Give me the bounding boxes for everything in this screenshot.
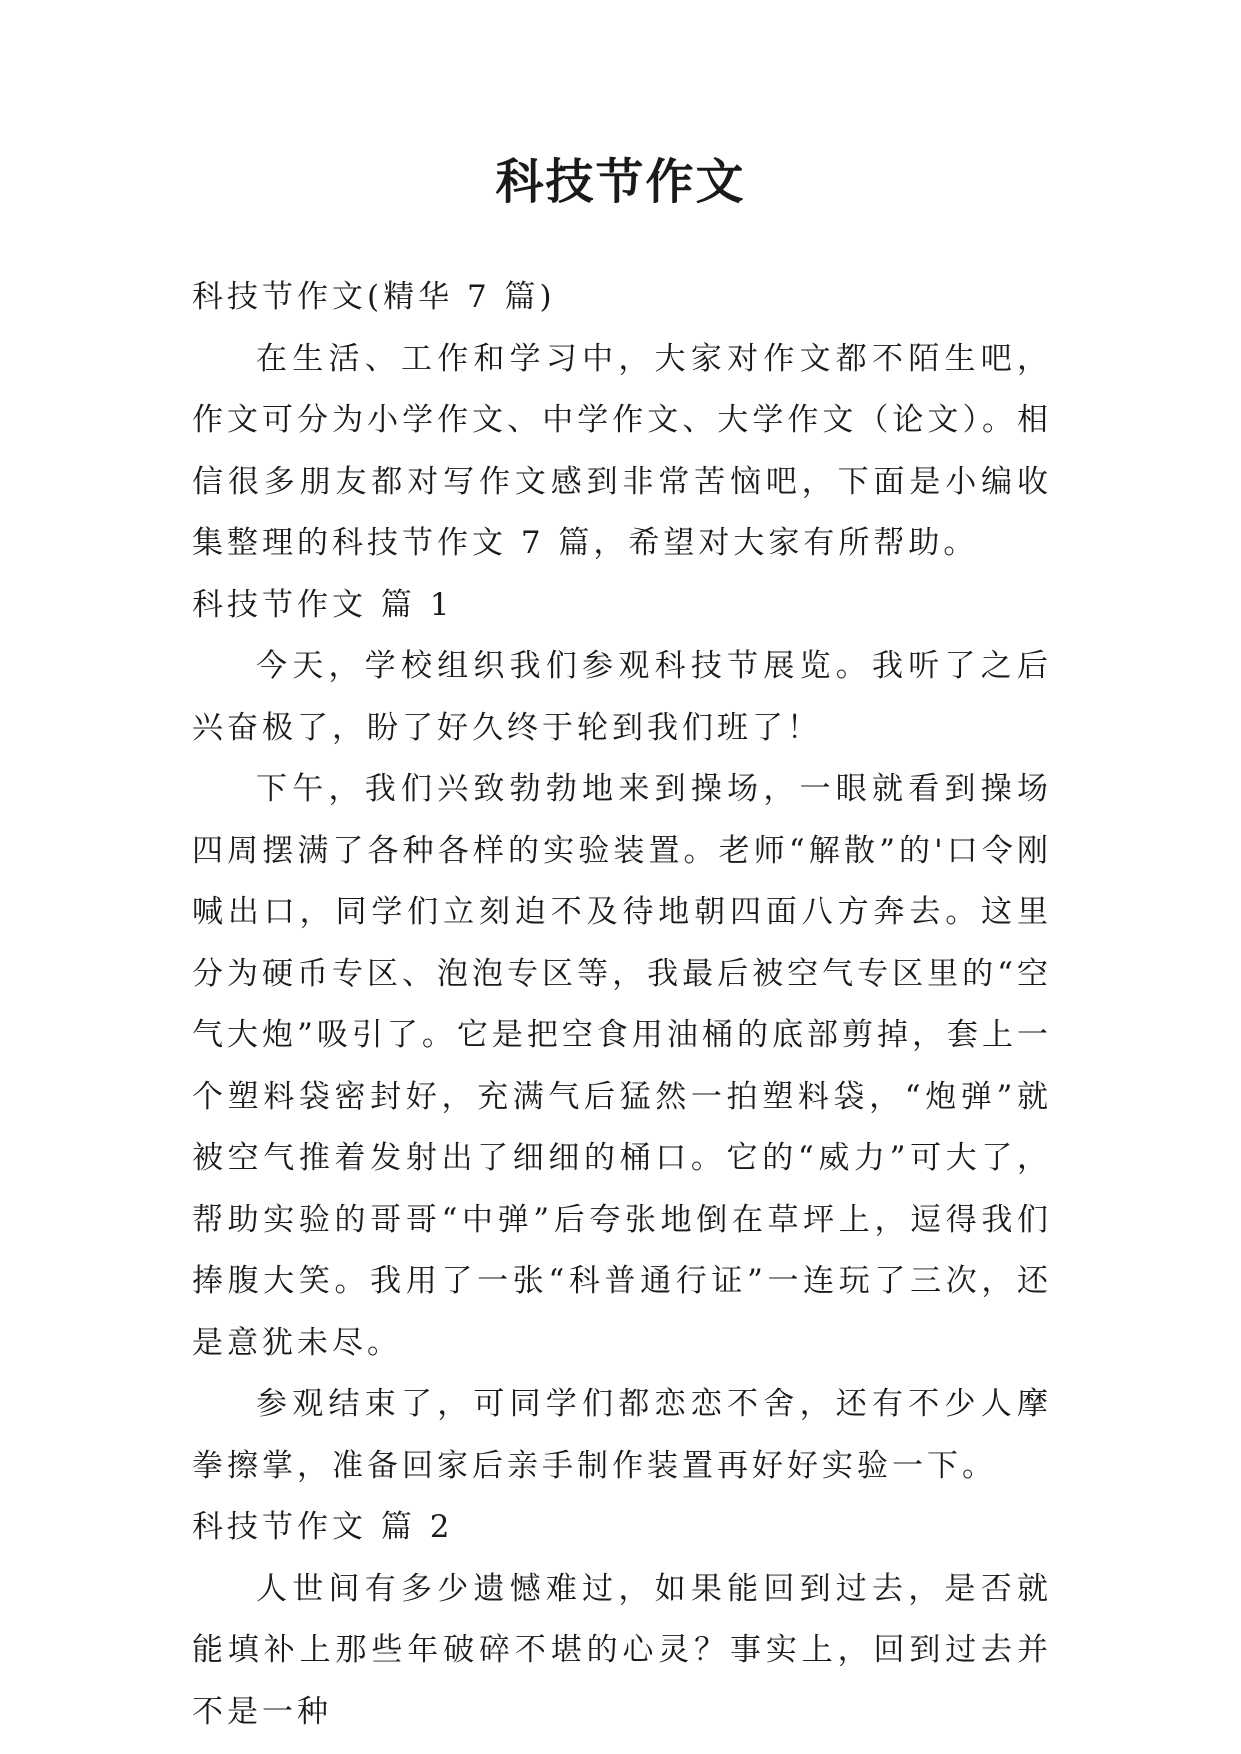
document-subtitle: 科技节作文(精华 7 篇) [192,279,556,315]
section-paragraph: 参观结束了，可同学们都恋恋不舍，还有不少人摩拳擦掌，准备回家后亲手制作装置再好好实验一下。 [192,1386,1052,1484]
section-2 [192,1497,1052,1743]
section-paragraph: 人世间有多少遗憾难过，如果能回到过去，是否就能填补上那些年破碎不堪的心灵？事实上，回到过去并不是一种 [192,1570,1052,1730]
section-paragraph: 下午，我们兴致勃勃地来到操场，一眼就看到操场四周摆满了各种各样的实验装置。老师“解散”的'口令刚喊出口，同学们立刻迫不及待地朝四面八方奔去。这里分为硬币专区、泡泡专区等，我最后被空气专区里的“空气大炮”吸引了。它是把空食用油桶的底部剪掉，套上一个塑料袋密封好，充满气后猛然一拍塑料袋，“炮弹”就被空气推着发射出了细细的桶口。它的“威力”可大了，帮助实验的哥哥“中弹”后夸张地倒在草坪上，逗得我们捧腹大笑。我用了一张“科普通行证”一连玩了三次，还是意犹未尽。 [192,771,1052,1361]
section-paragraph: 今天，学校组织我们参观科技节展览。我听了之后兴奋极了，盼了好久终于轮到我们班了！ [192,648,1052,746]
document-title: 科技节作文 [495,154,746,210]
section-heading: 科技节作文 篇 2 [192,1509,454,1545]
section-1 [192,575,1052,1498]
intro-paragraph: 在生活、工作和学习中，大家对作文都不陌生吧，作文可分为小学作文、中学作文、大学作文（论文）。相信很多朋友都对写作文感到非常苦恼吧，下面是小编收集整理的科技节作文 7 篇，希望对大家有所帮助。 [192,340,1052,561]
section-heading: 科技节作文 篇 1 [192,586,454,623]
document-body [192,267,1052,1743]
